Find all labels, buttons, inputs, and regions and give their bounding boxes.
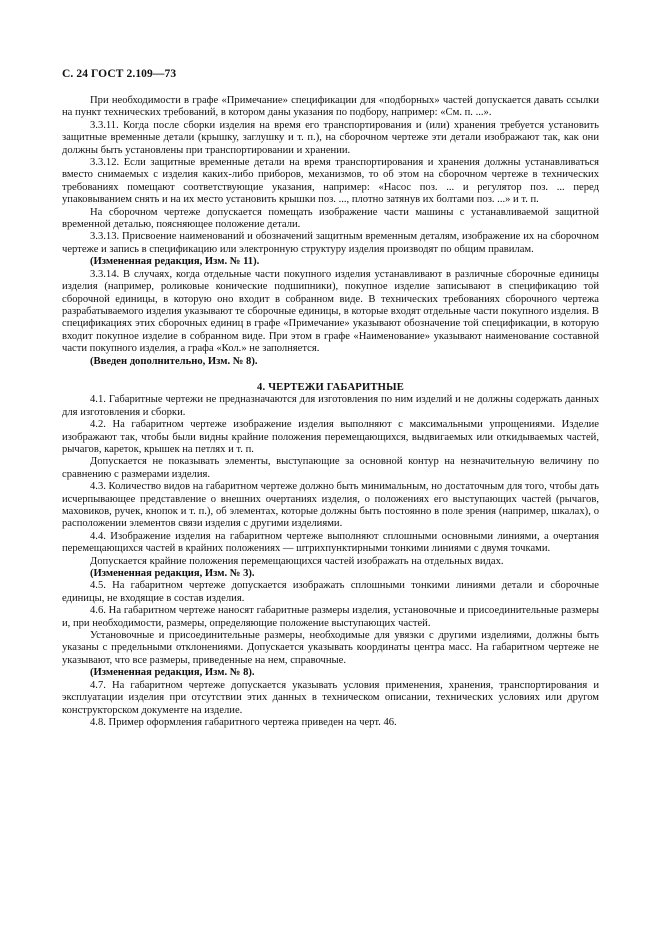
paragraph: Допускается крайние положения перемещающихся частей изображать на отдельных видах. — [90, 555, 504, 567]
paragraph: 3.3.12. Если защитные временные детали на время транспортирования и хранения должны устанавливаться вместо снимаемых с изделия каких-либо приборов, механизмов, то об этом на сборочном чертеже в технических требованиях помещают соответствующие указания, например: «Насос поз. ... и регулятор поз. ... перед упаковыванием снять и на их место установить крышки поз. ..., плотно затянув их болтами поз. ...» и т. п. — [62, 157, 599, 206]
paragraph: 4.4. Изображение изделия на габаритном чертеже выполняют сплошными основными линиями, а очертания перемещающихся частей в крайних положениях — штрихпунктирными тонкими линиями с двумя точками. — [62, 530, 599, 555]
paragraph: 3.3.11. Когда после сборки изделия на время его транспортирования и (или) хранения требуется установить защитные временные детали (крышку, заглушку и т. п.), на сборочном чертеже эти детали изображают так, как они должны быть установлены при транспортировании и хранении. — [62, 119, 599, 156]
paragraph: 3.3.13. Присвоение наименований и обозначений защитным временным деталям, изображение их на сборочном чертеже и запись в спецификацию или электронную структуру изделия производят по общим правилам. — [62, 231, 599, 255]
paragraph: При необходимости в графе «Примечание» спецификации для «подборных» частей допускается давать ссылки на пункт технических требований, в котором даны указания по подбору, например: «См. п. ...». — [62, 95, 599, 119]
paragraph: 4.3. Количество видов на габаритном чертеже должно быть минимальным, но достаточным для того, чтобы дать исчерпывающее представление о внешних очертаниях изделия, о положениях его выступающих частей (рычагов, маховиков, ручек, кнопок и т. п.), об элементах, которые должны быть постоянно в поле зрения (например, шкалах), о расположении элементов связи изделия с другими изделиями. — [62, 481, 599, 530]
paragraph: 4.6. На габаритном чертеже наносят габаритные размеры изделия, установочные и присоединительные размеры и, при необходимости, размеры, определяющие положение выступающих частей. — [62, 605, 599, 629]
paragraph: Допускается не показывать элементы, выступающие за основной контур на незначительную величину по сравнению с размерами изделия. — [62, 456, 599, 480]
paragraph: На сборочном чертеже допускается помещать изображение части машины с устанавливаемой защитной временной деталью, поясняющее положение детали. — [62, 206, 599, 231]
paragraph: 4.5. На габаритном чертеже допускается изображать сплошными тонкими линиями детали и сборочные единицы, не входящие в состав изделия. — [62, 580, 599, 604]
paragraph: 4.1. Габаритные чертежи не предназначаются для изготовления по ним изделий и не должны содержать данных для изготовления и сборки. — [62, 394, 599, 418]
page-header: С. 24 ГОСТ 2.109—73 — [62, 68, 177, 80]
paragraph: 4.7. На габаритном чертеже допускается указывать условия применения, хранения, транспортирования и эксплуатации изделия при отсутствии этих данных в техническом описании, технических условиях или другом конструкторском документе на изделие. — [62, 679, 599, 716]
paragraphs-part1 — [62, 95, 599, 368]
paragraphs-part2 — [62, 394, 599, 729]
amendment-note: (Измененная редакция, Изм. № 8). — [90, 667, 255, 679]
paragraph: 3.3.14. В случаях, когда отдельные части покупного изделия устанавливают в различные сборочные единицы изделия (например, роликовые конические подшипники), покупное изделие записывают в спецификацию той сборочной единицы, в которую оно входит в собранном виде. В технических требованиях сборочного чертежа разрабатываемого изделия указывают те сборочные единицы, в которые входят отдельные части покупного изделия. В спецификациях этих сборочных единиц в графе «Примечание» указывают обозначение той спецификации, в которую входит покупное изделие в собранном виде. При этом в графе «Наименование» указывают наименование составной части покупного изделия, а графа «Кол.» не заполняется. — [62, 268, 599, 355]
document-body — [62, 95, 599, 729]
paragraph: Установочные и присоединительные размеры, необходимые для увязки с другими изделиями, должны быть указаны с предельными отклонениями. Допускается указывать координаты центра масс. На габаритном чертеже не указывают, что все размеры, приведенные на нем, справочные. — [62, 630, 599, 666]
paragraph: 4.8. Пример оформления габаритного чертежа приведен на черт. 46. — [90, 716, 397, 728]
section-title: 4. ЧЕРТЕЖИ ГАБАРИТНЫЕ — [257, 381, 404, 393]
amendment-note: (Введен дополнительно, Изм. № 8). — [90, 355, 258, 367]
amendment-note: (Измененная редакция, Изм. № 3). — [90, 568, 255, 580]
paragraph: 4.2. На габаритном чертеже изображение изделия выполняют с максимальными упрощениями. Изделие изображают так, чтобы были видны крайние положения перемещающихся, выдвигаемых или откидываемых частей, рычагов, кареток, крышек на петлях и т. п. — [62, 419, 599, 455]
amendment-note: (Измененная редакция, Изм. № 11). — [90, 256, 260, 268]
